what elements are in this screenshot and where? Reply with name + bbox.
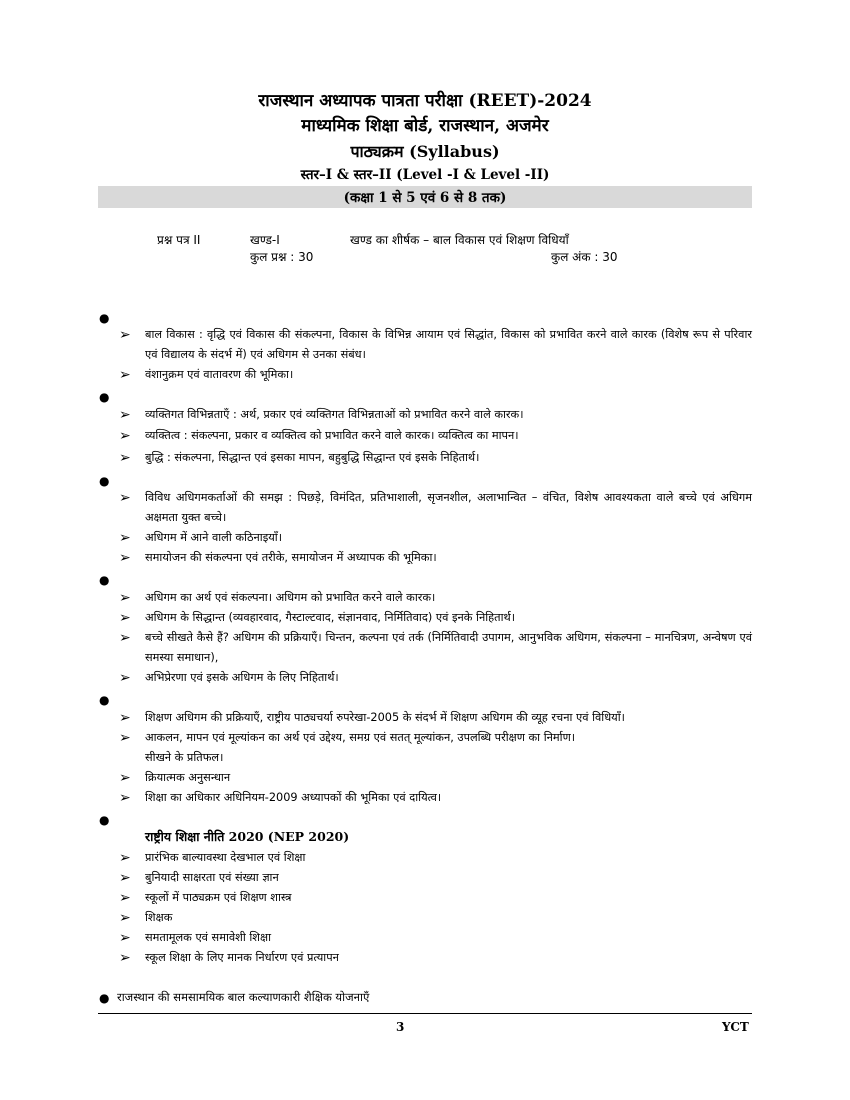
syllabus-item: बुनियादी साक्षरता एवं संख्या ज्ञान xyxy=(145,871,279,884)
syllabus-item: व्यक्तित्व : संकल्पना, प्रकार व व्यक्तित्व को प्रभावित करने वाले कारक। व्यक्तित्व का मापन। xyxy=(145,429,519,442)
syllabus-item: क्रियात्मक अनुसन्धान xyxy=(145,771,231,784)
syllabus-item: वंशानुक्रम एवं वातावरण की भूमिका। xyxy=(145,368,294,381)
arrow-bullet-icon xyxy=(119,911,131,925)
arrow-bullet-icon xyxy=(119,531,131,545)
arrow-bullet-icon xyxy=(119,368,131,382)
arrow-bullet-icon xyxy=(119,711,131,725)
arrow-bullet-icon xyxy=(119,611,131,625)
syllabus-item: आकलन, मापन एवं मूल्यांकन का अर्थ एवं उद्देश्य, समग्र एवं सतत् मूल्यांकन, उपलब्धि परीक्षण का निर्माण। xyxy=(145,731,576,744)
syllabus-item: अभिप्रेरणा एवं इसके अधिगम के लिए निहितार्थ। xyxy=(145,671,339,684)
arrow-bullet-icon xyxy=(119,451,131,465)
arrow-bullet-icon xyxy=(119,931,131,945)
syllabus-item: विविध अधिगमकर्ताओं की समझ : पिछड़े, विमंदित, प्रतिभाशाली, सृजनशील, अलाभान्वित – वंचित, विशेष आवश्यकता वाले बच्चे एवं अधिगम अक्षमता युक्त बच्चे। xyxy=(145,491,752,524)
syllabus-item: बाल विकास : वृद्धि एवं विकास की संकल्पना, विकास के विभिन्न आयाम एवं सिद्धांत, विकास को प्रभावित करने वाले कारक (विशेष रूप से परिवार एवं विद्यालय के संदर्भ में) एवं अधिगम से उनका संबंध। xyxy=(145,328,752,361)
syllabus-item: अधिगम का अर्थ एवं संकल्पना। अधिगम को प्रभावित करने वाले कारक। xyxy=(145,591,436,604)
group-bullet xyxy=(99,391,109,403)
arrow-bullet-icon xyxy=(119,731,131,745)
syllabus-item: राजस्थान की समसामयिक बाल कल्याणकारी शैक्षिक योजनाएँ xyxy=(117,990,370,1004)
syllabus-item: स्कूलों में पाठ्यक्रम एवं शिक्षण शास्त्र xyxy=(145,891,292,904)
arrow-bullet-icon xyxy=(119,429,131,443)
group-bullet xyxy=(99,574,109,586)
exam-title: राजस्थान अध्यापक पात्रता परीक्षा (REET)-2024 xyxy=(258,91,592,111)
group-bullet xyxy=(99,475,109,487)
arrow-bullet-icon xyxy=(119,328,131,342)
footer-rule xyxy=(98,1013,752,1014)
level-heading: स्तर–I & स्तर–II (Level -I & Level -II) xyxy=(300,167,550,183)
arrow-bullet-icon xyxy=(119,791,131,805)
syllabus-item: अधिगम के सिद्धान्त (व्यवहारवाद, गैस्टाल्टवाद, संज्ञानवाद, निर्मितिवाद) एवं इनके निहितार्थ। xyxy=(145,611,516,624)
syllabus-item: बच्चे सीखते कैसे हैं? अधिगम की प्रक्रियाएँ। चिन्तन, कल्पना एवं तर्क (निर्मितिवादी उपागम, आनुभविक अधिगम, संकल्पना – मानचित्रण, अन्वेषण एवं समस्या समाधान), xyxy=(145,631,752,664)
syllabus-item: प्रारंभिक बाल्यावस्था देखभाल एवं शिक्षा xyxy=(145,851,306,864)
syllabus-item: समतामूलक एवं समावेशी शिक्षा xyxy=(145,931,271,944)
class-range: (कक्षा 1 से 5 एवं 6 से 8 तक) xyxy=(343,190,507,206)
arrow-bullet-icon xyxy=(119,871,131,885)
section-title: खण्ड का शीर्षक – बाल विकास एवं शिक्षण विधियाँ xyxy=(350,233,569,247)
group-bullet xyxy=(99,312,109,324)
syllabus-item-continuation: सीखने के प्रतिफल। xyxy=(145,751,224,764)
group-bullet xyxy=(99,694,109,706)
syllabus-item: शिक्षण अधिगम की प्रक्रियाएँ, राष्ट्रीय पाठ्यचर्या रुपरेखा-2005 के संदर्भ में शिक्षण अधिगम की व्यूह रचना एवं विधियाँ। xyxy=(145,711,625,724)
arrow-bullet-icon xyxy=(119,851,131,865)
syllabus-item: स्कूल शिक्षा के लिए मानक निर्धारण एवं प्रत्यापन xyxy=(145,951,339,964)
arrow-bullet-icon xyxy=(119,771,131,785)
group-bullet xyxy=(99,814,109,826)
group-bullet xyxy=(99,992,109,1004)
syllabus-item: शिक्षक xyxy=(145,911,173,924)
syllabus-item: व्यक्तिगत विभिन्नताएँ : अर्थ, प्रकार एवं व्यक्तिगत विभिन्नताओं को प्रभावित करने वाले कारक। xyxy=(145,408,524,421)
syllabus-item: समायोजन की संकल्पना एवं तरीके, समायोजन में अध्यापक की भूमिका। xyxy=(145,551,437,564)
arrow-bullet-icon xyxy=(119,408,131,422)
arrow-bullet-icon xyxy=(119,951,131,965)
brand-label: YCT xyxy=(722,1020,749,1034)
arrow-bullet-icon xyxy=(119,671,131,685)
syllabus-heading: पाठ्यक्रम (Syllabus) xyxy=(350,142,500,161)
board-name: माध्यमिक शिक्षा बोर्ड, राजस्थान, अजमेर xyxy=(301,116,549,136)
arrow-bullet-icon xyxy=(119,491,131,505)
section-label: खण्ड-I xyxy=(250,233,280,247)
total-questions: कुल प्रश्न : 30 xyxy=(250,250,314,264)
syllabus-item: बुद्धि : संकल्पना, सिद्धान्त एवं इसका मापन, बहुबुद्धि सिद्धान्त एवं इसके निहितार्थ। xyxy=(145,451,480,464)
syllabus-item: अधिगम में आने वाली कठिनाइयाँ। xyxy=(145,531,283,544)
arrow-bullet-icon xyxy=(119,631,131,645)
nep-heading: राष्ट्रीय शिक्षा नीति 2020 (NEP 2020) xyxy=(145,829,350,844)
page-number: 3 xyxy=(396,1020,405,1034)
syllabus-item: शिक्षा का अधिकार अधिनियम-2009 अध्यापकों की भूमिका एवं दायित्व। xyxy=(145,791,442,804)
arrow-bullet-icon xyxy=(119,891,131,905)
total-marks: कुल अंक : 30 xyxy=(551,250,618,264)
arrow-bullet-icon xyxy=(119,591,131,605)
paper-label: प्रश्न पत्र II xyxy=(157,233,201,247)
arrow-bullet-icon xyxy=(119,551,131,565)
